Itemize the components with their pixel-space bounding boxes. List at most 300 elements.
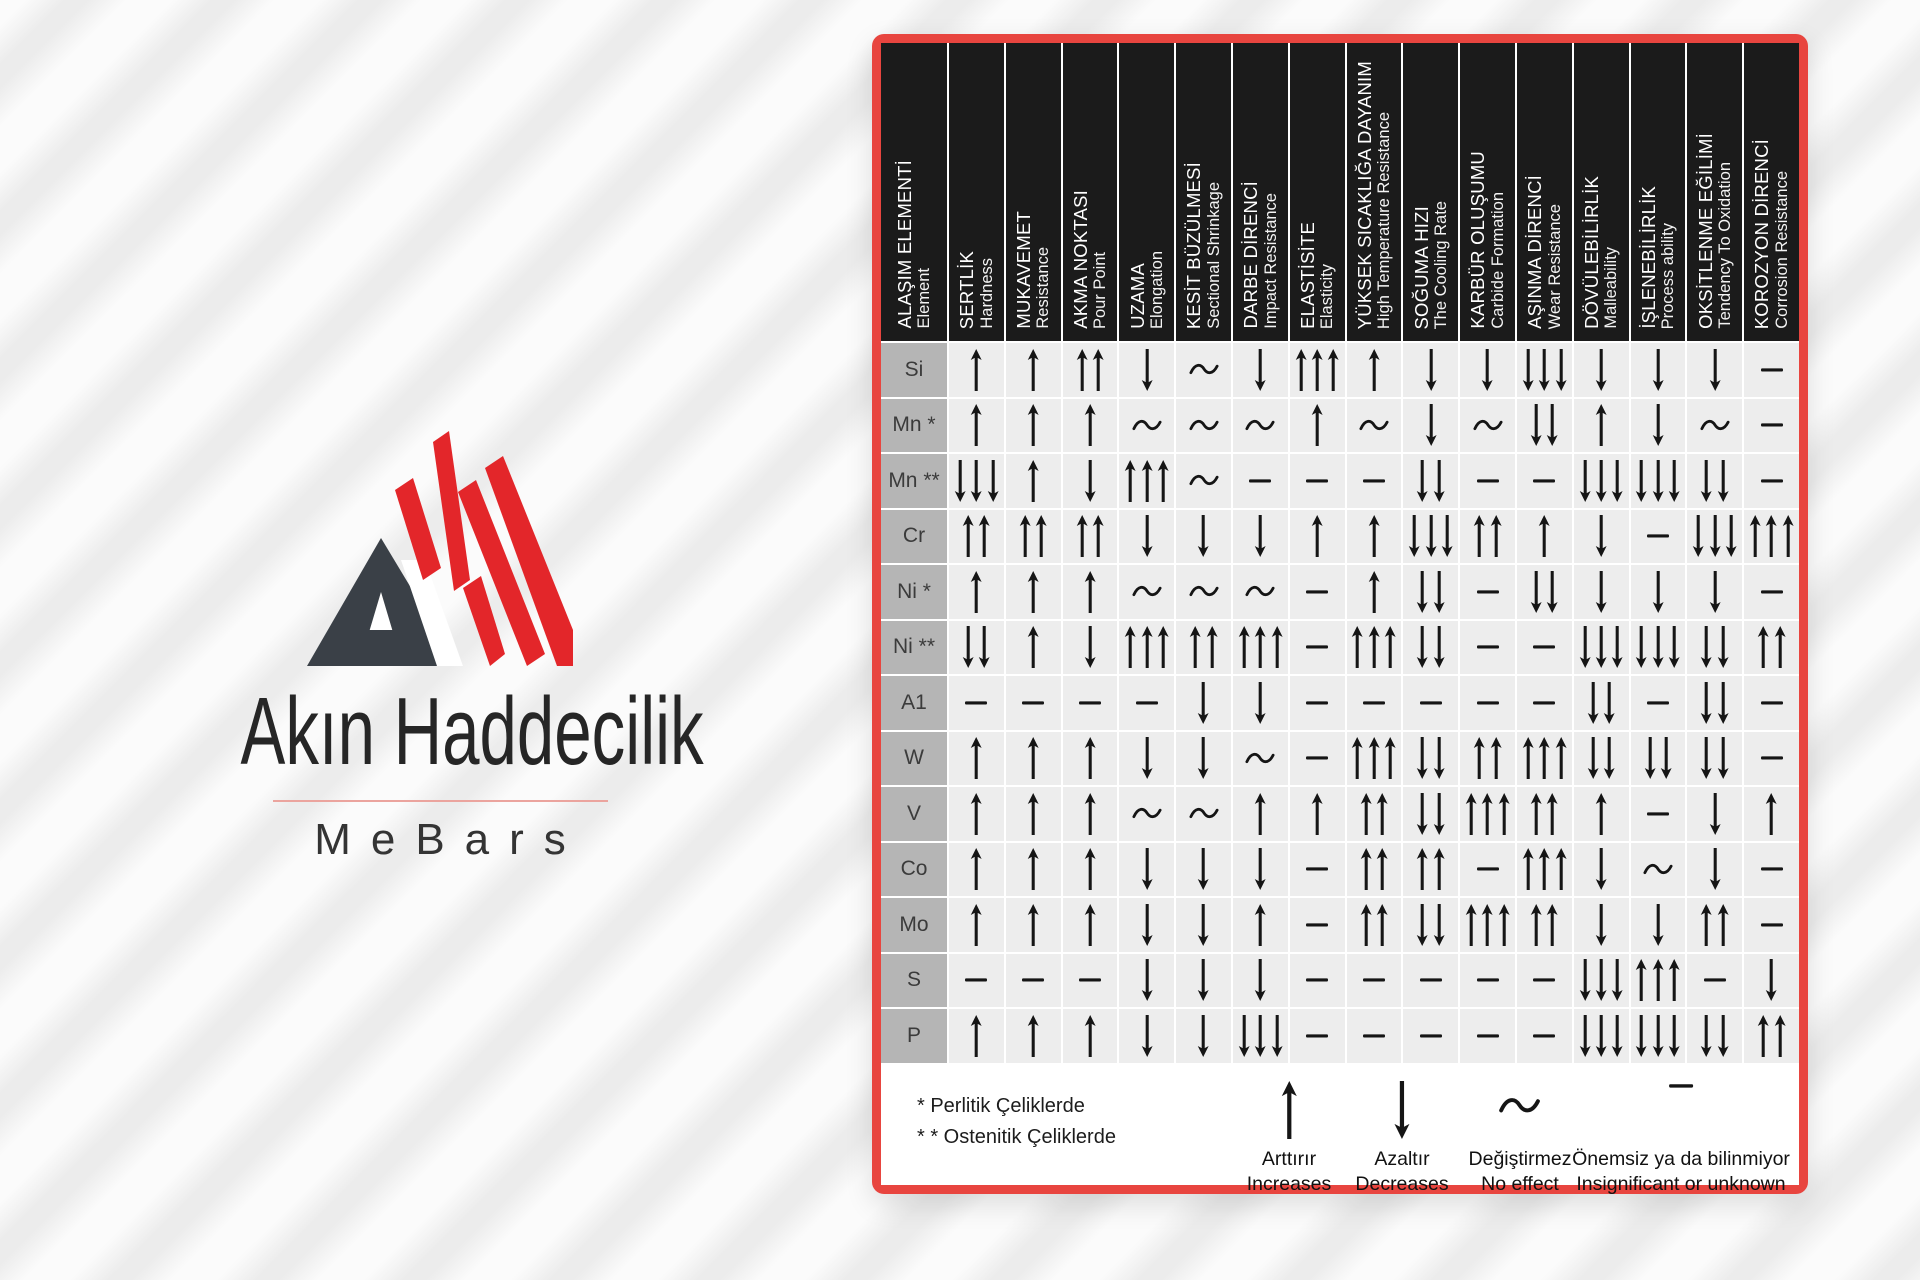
column-title-en: Process ability bbox=[1659, 222, 1678, 329]
table-cell bbox=[1119, 343, 1174, 397]
table-cell bbox=[1063, 732, 1118, 786]
down-arrow-icon bbox=[1668, 1015, 1680, 1057]
up-arrow-icon bbox=[1595, 404, 1607, 446]
down-arrow-icon bbox=[1433, 737, 1445, 779]
row-label-Cr: Cr bbox=[881, 510, 947, 564]
down-arrow-icon bbox=[1238, 1015, 1250, 1057]
down-arrow-icon bbox=[1197, 737, 1209, 779]
dash-icon bbox=[1079, 700, 1101, 706]
up-arrow-icon bbox=[1481, 904, 1493, 946]
table-cell bbox=[1403, 732, 1458, 786]
column-title-tr: KARBÜR OLUŞUMU bbox=[1467, 151, 1489, 329]
table-cell bbox=[1687, 399, 1742, 453]
down-arrow-icon bbox=[1425, 404, 1437, 446]
down-arrow-icon bbox=[1481, 349, 1493, 391]
dash-icon bbox=[1477, 866, 1499, 872]
column-title-en: Resistance bbox=[1034, 247, 1053, 329]
table-cell bbox=[1460, 787, 1515, 841]
legend-item-down-arrow bbox=[1355, 1073, 1448, 1197]
tilde-icon bbox=[1245, 583, 1275, 600]
down-arrow-icon bbox=[1595, 848, 1607, 890]
table-cell bbox=[1290, 565, 1345, 619]
column-title-en: Carbide Formation bbox=[1488, 192, 1507, 329]
down-arrow-icon bbox=[1717, 460, 1729, 502]
table-cell bbox=[1119, 787, 1174, 841]
up-arrow-icon bbox=[1027, 793, 1039, 835]
down-arrow-icon bbox=[1579, 1015, 1591, 1057]
down-arrow-icon bbox=[1141, 737, 1153, 779]
down-arrow-icon bbox=[1595, 571, 1607, 613]
column-title-en: Sectional Shrinkage bbox=[1204, 182, 1223, 329]
table-cell bbox=[1176, 954, 1231, 1008]
up-arrow-icon bbox=[1774, 1015, 1786, 1057]
down-arrow-icon bbox=[1416, 737, 1428, 779]
column-title-en: Element bbox=[915, 268, 934, 329]
table-cell bbox=[1744, 454, 1799, 508]
table-cell bbox=[1006, 565, 1061, 619]
table-cell bbox=[1063, 510, 1118, 564]
table-cell bbox=[1233, 454, 1288, 508]
column-title-en: The Cooling Rate bbox=[1431, 200, 1450, 329]
up-arrow-icon bbox=[970, 904, 982, 946]
table-cell bbox=[1176, 1009, 1231, 1063]
up-arrow-icon bbox=[1384, 737, 1396, 779]
dash-icon bbox=[1363, 700, 1385, 706]
table-cell bbox=[1517, 843, 1572, 897]
down-arrow-icon bbox=[1408, 515, 1420, 557]
up-arrow-icon bbox=[1027, 1015, 1039, 1057]
table-cell bbox=[1744, 843, 1799, 897]
up-arrow-icon bbox=[1206, 626, 1218, 668]
column-title-tr: KOROZYON DİRENCİ bbox=[1751, 138, 1773, 329]
table-cell bbox=[1517, 343, 1572, 397]
up-arrow-icon bbox=[1765, 515, 1777, 557]
down-arrow-icon bbox=[1425, 349, 1437, 391]
dash-icon bbox=[1363, 478, 1385, 484]
column-header-7 bbox=[1290, 43, 1345, 341]
table-cell bbox=[1403, 954, 1458, 1008]
column-title-tr: MUKAVEMET bbox=[1013, 211, 1035, 329]
table-cell bbox=[1176, 787, 1231, 841]
column-header-3 bbox=[1063, 43, 1118, 341]
table-cell bbox=[1460, 732, 1515, 786]
up-arrow-icon bbox=[970, 793, 982, 835]
up-arrow-icon bbox=[1490, 737, 1502, 779]
table-cell bbox=[1233, 343, 1288, 397]
down-arrow-icon bbox=[1433, 460, 1445, 502]
table-cell bbox=[1006, 787, 1061, 841]
table-cell bbox=[1176, 621, 1231, 675]
down-arrow-icon bbox=[1709, 349, 1721, 391]
table-cell bbox=[1119, 843, 1174, 897]
down-arrow-icon bbox=[1433, 904, 1445, 946]
brand-subtitle: MeBars bbox=[314, 815, 586, 864]
up-arrow-icon bbox=[1084, 571, 1096, 613]
table-cell bbox=[1517, 510, 1572, 564]
down-arrow-icon bbox=[1441, 515, 1453, 557]
up-arrow-icon bbox=[1019, 515, 1031, 557]
up-arrow-icon bbox=[1498, 793, 1510, 835]
table-cell bbox=[1347, 732, 1402, 786]
up-arrow-icon bbox=[1530, 793, 1542, 835]
up-arrow-icon bbox=[1490, 515, 1502, 557]
up-arrow-icon bbox=[1522, 737, 1534, 779]
table-cell bbox=[1347, 676, 1402, 730]
column-header-13 bbox=[1631, 43, 1686, 341]
table-cell bbox=[1119, 621, 1174, 675]
dash-icon bbox=[1306, 478, 1328, 484]
table-cell bbox=[1290, 399, 1345, 453]
legend-label-tr: Değiştirmez bbox=[1468, 1147, 1572, 1170]
up-arrow-icon bbox=[1084, 848, 1096, 890]
table-cell bbox=[949, 565, 1004, 619]
down-arrow-icon bbox=[1709, 793, 1721, 835]
up-arrow-icon bbox=[1238, 626, 1250, 668]
table-cell bbox=[1290, 732, 1345, 786]
table-cell bbox=[1403, 565, 1458, 619]
table-cell bbox=[1460, 343, 1515, 397]
down-arrow-icon bbox=[1611, 460, 1623, 502]
table-cell bbox=[1233, 732, 1288, 786]
table-cell bbox=[1403, 454, 1458, 508]
dash-icon bbox=[1477, 478, 1499, 484]
up-arrow-icon bbox=[1376, 904, 1388, 946]
up-arrow-icon bbox=[1433, 848, 1445, 890]
column-title-tr: SERTLİK bbox=[956, 250, 978, 329]
down-arrow-icon bbox=[1393, 1081, 1410, 1139]
down-arrow-icon bbox=[1141, 349, 1153, 391]
table-cell bbox=[1744, 621, 1799, 675]
down-arrow-icon bbox=[1700, 460, 1712, 502]
down-arrow-icon bbox=[1271, 1015, 1283, 1057]
down-arrow-icon bbox=[970, 460, 982, 502]
up-arrow-icon bbox=[1254, 626, 1266, 668]
table-cell bbox=[1176, 399, 1231, 453]
up-arrow-icon bbox=[1530, 904, 1542, 946]
table-cell bbox=[1063, 787, 1118, 841]
table-cell bbox=[1574, 343, 1629, 397]
table-cell bbox=[1574, 676, 1629, 730]
down-arrow-icon bbox=[1254, 848, 1266, 890]
down-arrow-icon bbox=[1635, 626, 1647, 668]
up-arrow-icon bbox=[1027, 460, 1039, 502]
table-cell bbox=[1063, 399, 1118, 453]
tilde-icon bbox=[1189, 472, 1219, 489]
column-header-11 bbox=[1517, 43, 1572, 341]
table-cell bbox=[1290, 843, 1345, 897]
brand-divider bbox=[273, 800, 608, 802]
tilde-icon bbox=[1189, 361, 1219, 378]
down-arrow-icon bbox=[1595, 515, 1607, 557]
tilde-icon bbox=[1359, 417, 1389, 434]
up-arrow-icon bbox=[1465, 793, 1477, 835]
table-cell bbox=[1290, 898, 1345, 952]
dash-icon bbox=[1533, 478, 1555, 484]
down-arrow-icon bbox=[1611, 1015, 1623, 1057]
up-arrow-icon bbox=[1351, 737, 1363, 779]
dash-icon bbox=[1306, 755, 1328, 761]
table-cell bbox=[1517, 898, 1572, 952]
legend-note-perlitic: * Perlitik Çeliklerde bbox=[917, 1094, 1085, 1117]
table-cell bbox=[1347, 787, 1402, 841]
table-cell bbox=[1631, 343, 1686, 397]
table-cell bbox=[949, 898, 1004, 952]
column-title-en: Hardness bbox=[977, 258, 996, 329]
akin-haddecilik-logo-mark bbox=[305, 428, 575, 668]
table-cell bbox=[1687, 621, 1742, 675]
table-cell bbox=[1403, 343, 1458, 397]
row-label-S: S bbox=[881, 954, 947, 1008]
row-label-P: P bbox=[881, 1009, 947, 1063]
table-cell bbox=[1176, 732, 1231, 786]
table-cell bbox=[1233, 510, 1288, 564]
down-arrow-icon bbox=[1668, 626, 1680, 668]
up-arrow-icon bbox=[1311, 793, 1323, 835]
down-arrow-icon bbox=[1595, 1015, 1607, 1057]
table-cell bbox=[1119, 954, 1174, 1008]
down-arrow-icon bbox=[1530, 571, 1542, 613]
up-arrow-icon bbox=[970, 848, 982, 890]
down-arrow-icon bbox=[1416, 793, 1428, 835]
up-arrow-icon bbox=[1092, 349, 1104, 391]
up-arrow-icon bbox=[1295, 349, 1307, 391]
table-cell bbox=[1063, 954, 1118, 1008]
up-arrow-icon bbox=[978, 515, 990, 557]
down-arrow-icon bbox=[1717, 1015, 1729, 1057]
down-arrow-icon bbox=[1416, 571, 1428, 613]
down-arrow-icon bbox=[1254, 682, 1266, 724]
up-arrow-icon bbox=[970, 404, 982, 446]
up-arrow-icon bbox=[1351, 626, 1363, 668]
dash-icon bbox=[1477, 700, 1499, 706]
tilde-icon bbox=[1245, 417, 1275, 434]
table-cell bbox=[1744, 676, 1799, 730]
up-arrow-icon bbox=[1546, 904, 1558, 946]
table-cell bbox=[1176, 843, 1231, 897]
table-cell bbox=[1574, 621, 1629, 675]
up-arrow-icon bbox=[1311, 515, 1323, 557]
down-arrow-icon bbox=[1700, 682, 1712, 724]
down-arrow-icon bbox=[1579, 626, 1591, 668]
table-cell bbox=[949, 787, 1004, 841]
dash-icon bbox=[1306, 700, 1328, 706]
up-arrow-icon bbox=[970, 349, 982, 391]
table-cell bbox=[1517, 1009, 1572, 1063]
up-arrow-icon bbox=[1376, 848, 1388, 890]
column-title-en: Wear Resistance bbox=[1545, 203, 1564, 329]
up-arrow-icon bbox=[1465, 904, 1477, 946]
up-arrow-icon bbox=[970, 1015, 982, 1057]
down-arrow-icon bbox=[1141, 904, 1153, 946]
table-cell bbox=[1403, 898, 1458, 952]
alloy-table bbox=[881, 43, 1799, 1063]
table-cell bbox=[1233, 1009, 1288, 1063]
column-header-9 bbox=[1403, 43, 1458, 341]
down-arrow-icon bbox=[1084, 626, 1096, 668]
dash-icon bbox=[1666, 1083, 1696, 1089]
table-cell bbox=[1233, 843, 1288, 897]
table-cell bbox=[1403, 787, 1458, 841]
table-cell bbox=[1631, 399, 1686, 453]
table-cell bbox=[1687, 954, 1742, 1008]
table-cell bbox=[1347, 954, 1402, 1008]
table-cell bbox=[1347, 898, 1402, 952]
up-arrow-icon bbox=[1522, 848, 1534, 890]
dash-icon bbox=[1761, 700, 1783, 706]
table-cell bbox=[1460, 1009, 1515, 1063]
column-title-en: High Temperature Resistance bbox=[1375, 111, 1394, 329]
column-header-5 bbox=[1176, 43, 1231, 341]
up-arrow-icon bbox=[1254, 904, 1266, 946]
table-cell bbox=[1631, 898, 1686, 952]
column-title-tr: SOĞUMA HIZI bbox=[1410, 205, 1432, 329]
dash-icon bbox=[1704, 977, 1726, 983]
table-cell bbox=[1063, 843, 1118, 897]
down-arrow-icon bbox=[1546, 404, 1558, 446]
down-arrow-icon bbox=[1725, 515, 1737, 557]
table-cell bbox=[1119, 1009, 1174, 1063]
up-arrow-icon bbox=[1376, 793, 1388, 835]
up-arrow-icon bbox=[1782, 515, 1794, 557]
dash-icon bbox=[1761, 589, 1783, 595]
table-cell bbox=[1517, 399, 1572, 453]
table-cell bbox=[1006, 510, 1061, 564]
dash-icon bbox=[1477, 589, 1499, 595]
up-arrow-icon bbox=[1498, 904, 1510, 946]
table-cell bbox=[1347, 565, 1402, 619]
up-arrow-icon bbox=[1473, 515, 1485, 557]
down-arrow-icon bbox=[1652, 571, 1664, 613]
dash-icon bbox=[1647, 533, 1669, 539]
up-arrow-icon bbox=[1652, 959, 1664, 1001]
dash-icon bbox=[1533, 1033, 1555, 1039]
dash-icon bbox=[1761, 422, 1783, 428]
table-cell bbox=[1233, 565, 1288, 619]
table-cell bbox=[1233, 621, 1288, 675]
column-title-en: Elasticity bbox=[1318, 263, 1337, 329]
table-cell bbox=[1687, 898, 1742, 952]
table-cell bbox=[1006, 732, 1061, 786]
tilde-icon bbox=[1245, 750, 1275, 767]
table-cell bbox=[1176, 510, 1231, 564]
tilde-icon bbox=[1189, 417, 1219, 434]
table-cell bbox=[949, 1009, 1004, 1063]
table-cell bbox=[1631, 676, 1686, 730]
table-cell bbox=[1006, 1009, 1061, 1063]
down-arrow-icon bbox=[954, 460, 966, 502]
down-arrow-icon bbox=[1538, 349, 1550, 391]
down-arrow-icon bbox=[1717, 737, 1729, 779]
table-cell bbox=[1290, 343, 1345, 397]
table-cell bbox=[1063, 343, 1118, 397]
table-cell bbox=[1631, 621, 1686, 675]
down-arrow-icon bbox=[1652, 904, 1664, 946]
column-header-4 bbox=[1119, 43, 1174, 341]
down-arrow-icon bbox=[1595, 904, 1607, 946]
table-cell bbox=[1176, 565, 1231, 619]
down-arrow-icon bbox=[1595, 959, 1607, 1001]
table-cell bbox=[1063, 454, 1118, 508]
dash-icon bbox=[1363, 977, 1385, 983]
column-title-en: Tendency To Oxidation bbox=[1715, 162, 1734, 329]
down-arrow-icon bbox=[1692, 515, 1704, 557]
up-arrow-icon bbox=[1189, 626, 1201, 668]
table-cell bbox=[1347, 510, 1402, 564]
legend-note-austenitic: * * Ostenitik Çeliklerde bbox=[917, 1125, 1116, 1148]
down-arrow-icon bbox=[1660, 737, 1672, 779]
tilde-icon bbox=[1132, 583, 1162, 600]
up-arrow-icon bbox=[1084, 793, 1096, 835]
down-arrow-icon bbox=[1603, 682, 1615, 724]
table-cell bbox=[1460, 454, 1515, 508]
legend-label-en: Decreases bbox=[1355, 1172, 1449, 1195]
table-cell bbox=[949, 399, 1004, 453]
up-arrow-icon bbox=[1027, 349, 1039, 391]
row-label-A1: A1 bbox=[881, 676, 947, 730]
table-cell bbox=[1119, 676, 1174, 730]
table-cell bbox=[1233, 787, 1288, 841]
table-cell bbox=[1744, 565, 1799, 619]
table-cell bbox=[1460, 843, 1515, 897]
up-arrow-icon bbox=[1384, 626, 1396, 668]
column-title-en: Malleability bbox=[1602, 247, 1621, 329]
up-arrow-icon bbox=[1076, 349, 1088, 391]
up-arrow-icon bbox=[1555, 737, 1567, 779]
row-label-Mo: Mo bbox=[881, 898, 947, 952]
table-cell bbox=[1290, 454, 1345, 508]
table-cell bbox=[1460, 399, 1515, 453]
table-cell bbox=[1574, 843, 1629, 897]
dash-icon bbox=[1306, 1033, 1328, 1039]
down-arrow-icon bbox=[1652, 460, 1664, 502]
down-arrow-icon bbox=[1141, 515, 1153, 557]
row-label-W: W bbox=[881, 732, 947, 786]
alloy-effects-panel bbox=[872, 34, 1808, 1194]
table-cell bbox=[949, 343, 1004, 397]
down-arrow-icon bbox=[1595, 349, 1607, 391]
column-header-12 bbox=[1574, 43, 1629, 341]
table-cell bbox=[1403, 621, 1458, 675]
row-label-Ni: Ni * bbox=[881, 565, 947, 619]
up-arrow-icon bbox=[1027, 404, 1039, 446]
column-title-tr: KESİT BÜZÜLMESİ bbox=[1183, 161, 1205, 329]
up-arrow-icon bbox=[1027, 848, 1039, 890]
column-title-tr: AŞINMA DİRENCİ bbox=[1524, 175, 1546, 329]
table-cell bbox=[1517, 732, 1572, 786]
legend-label-tr: Arttırır bbox=[1261, 1147, 1317, 1170]
dash-icon bbox=[1761, 367, 1783, 373]
tilde-icon bbox=[1643, 861, 1673, 878]
up-arrow-icon bbox=[1416, 848, 1428, 890]
down-arrow-icon bbox=[1652, 349, 1664, 391]
row-label-Mn: Mn * bbox=[881, 399, 947, 453]
table-cell bbox=[949, 676, 1004, 730]
brand-block bbox=[155, 428, 725, 862]
down-arrow-icon bbox=[1700, 626, 1712, 668]
up-arrow-icon bbox=[1538, 515, 1550, 557]
dash-icon bbox=[1420, 1033, 1442, 1039]
table-cell bbox=[1631, 565, 1686, 619]
dash-icon bbox=[1477, 977, 1499, 983]
dash-icon bbox=[1306, 644, 1328, 650]
table-cell bbox=[1517, 676, 1572, 730]
table-cell bbox=[1347, 843, 1402, 897]
row-label-Ni: Ni ** bbox=[881, 621, 947, 675]
down-arrow-icon bbox=[1652, 626, 1664, 668]
column-title-en: Impact Resistance bbox=[1261, 193, 1280, 329]
dash-icon bbox=[1761, 478, 1783, 484]
table-cell bbox=[1687, 676, 1742, 730]
